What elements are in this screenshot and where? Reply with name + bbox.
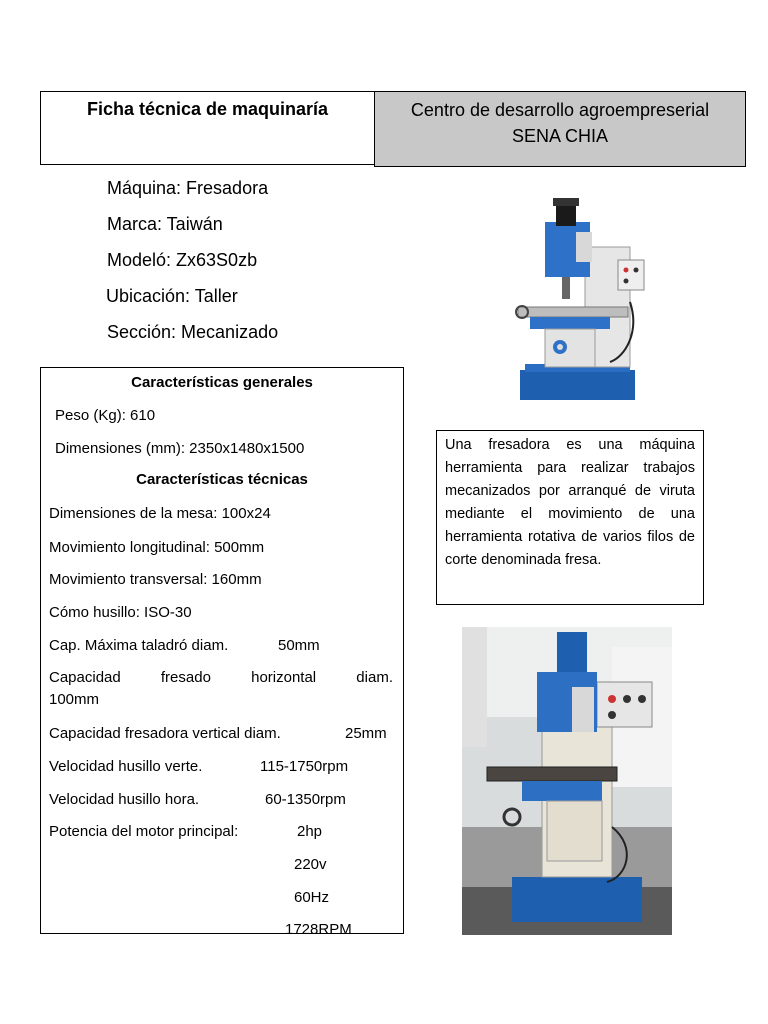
table-dimensions-row: Dimensiones de la mesa: 100x24 — [49, 505, 271, 522]
machine-type: Máquina: Fresadora — [107, 178, 269, 198]
milling-machine-photo — [490, 192, 660, 412]
horizontal-speed-value: 60-1350rpm — [265, 791, 346, 808]
motor-rpm: 1728RPM — [285, 921, 352, 934]
institution-location: SENA CHIA — [511, 126, 609, 146]
motor-voltage: 220v — [294, 856, 327, 873]
machine-brand: Marca: Taiwán — [107, 214, 223, 234]
vertical-speed-value: 115-1750rpm — [260, 758, 349, 775]
sheet-title: Ficha técnica de maquinaría — [86, 99, 329, 119]
horizontal-milling-value: 100mm — [49, 691, 100, 708]
sheet-title-cell — [40, 91, 374, 165]
institution-cell — [374, 91, 746, 167]
vertical-speed-label: Velocidad husillo verte. — [49, 758, 203, 775]
characteristics-box — [40, 367, 404, 934]
tech-section-title: Características técnicas — [136, 471, 308, 488]
machine-model: Modeló: Zx63S0zb — [107, 250, 258, 270]
drilling-capacity-row — [49, 635, 393, 657]
machine-location: Ubicación: Taller — [106, 286, 238, 306]
vertical-milling-label: Capacidad fresadora vertical diam. — [49, 725, 281, 742]
workshop-machine-photo — [462, 627, 672, 935]
description-box — [436, 430, 704, 605]
drilling-capacity-value: 50mm — [278, 637, 320, 654]
vertical-milling-row — [49, 723, 393, 745]
institution-name: Centro de desarrollo agroempreserial — [410, 100, 710, 120]
horizontal-speed-row — [49, 789, 393, 811]
transversal-row: Movimiento transversal: 160mm — [49, 571, 262, 588]
drilling-capacity-label: Cap. Máxima taladró diam. — [49, 637, 229, 654]
motor-power-hp: 2hp — [297, 823, 323, 840]
general-section-title: Características generales — [131, 374, 313, 391]
motor-frequency: 60Hz — [294, 889, 330, 906]
spindle-row: Cómo husillo: ISO-30 — [49, 604, 192, 621]
horizontal-speed-label: Velocidad husillo hora. — [49, 791, 200, 808]
motor-power-row — [49, 821, 393, 843]
vertical-milling-value: 25mm — [345, 725, 387, 742]
vertical-speed-row — [49, 756, 393, 778]
dimensions-row: Dimensiones (mm): 2350x1480x1500 — [55, 440, 305, 457]
machine-info — [107, 175, 278, 355]
longitudinal-row: Movimiento longitudinal: 500mm — [49, 539, 265, 556]
machine-section: Sección: Mecanizado — [107, 322, 279, 342]
weight-row: Peso (Kg): 610 — [55, 407, 156, 424]
motor-power-label: Potencia del motor principal: — [49, 823, 239, 840]
horizontal-milling-row: Capacidad fresado horizontal diam. — [49, 669, 393, 686]
machine-description: Una fresadora es una máquina herramienta para realizar trabajos mecanizados por arranqué de viruta mediante el movimiento de una herramienta rotativa de varios filos de corte denominada fresa. — [445, 437, 695, 568]
